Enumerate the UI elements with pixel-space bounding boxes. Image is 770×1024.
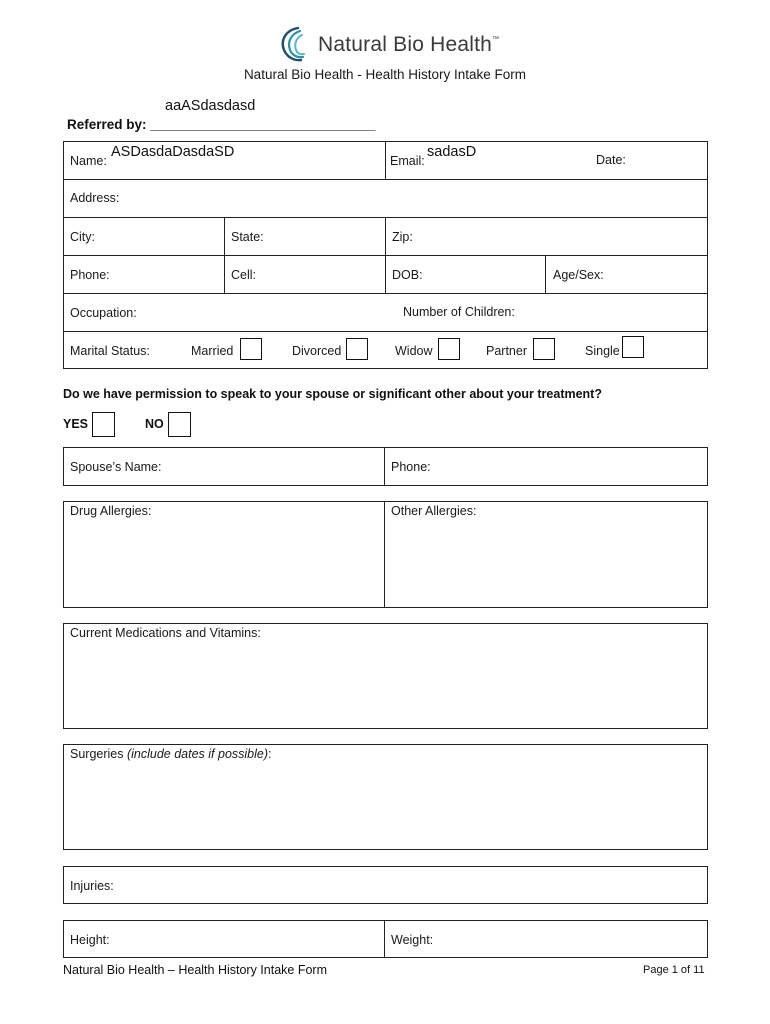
spouse-phone-label: Phone: xyxy=(391,460,431,474)
age-sex-label: Age/Sex: xyxy=(553,268,604,282)
referred-by-label: Referred by: ______________________________ xyxy=(67,117,376,132)
form-title xyxy=(0,67,770,82)
patient-table-divider xyxy=(63,331,708,332)
measurements-table-col-divider xyxy=(384,920,385,958)
logo-tm: ™ xyxy=(492,36,500,43)
patient-table-col-divider xyxy=(545,255,546,293)
injuries-label: Injuries: xyxy=(70,879,114,893)
weight-label: Weight: xyxy=(391,933,434,947)
dob-label: DOB: xyxy=(392,268,423,282)
marital-option-single: Single xyxy=(585,344,620,358)
occupation-label: Occupation: xyxy=(70,306,137,320)
patient-table-col-divider xyxy=(385,141,386,179)
email-field[interactable]: sadasD xyxy=(427,144,477,160)
permission-no-checkbox[interactable] xyxy=(168,412,191,437)
drug-allergies-label: Drug Allergies: xyxy=(70,504,152,518)
footer-page-number: Page 1 of 11 xyxy=(643,964,705,976)
phone-label: Phone: xyxy=(70,268,110,282)
marital-widow-checkbox[interactable] xyxy=(438,338,460,360)
surgeries-suffix: : xyxy=(268,747,272,761)
patient-table-col-divider xyxy=(224,217,225,293)
spouse-table-col-divider xyxy=(384,447,385,486)
state-label: State: xyxy=(231,230,264,244)
marital-option-married: Married xyxy=(191,344,234,358)
measurements-table xyxy=(63,920,708,958)
medications-label: Current Medications and Vitamins: xyxy=(70,626,261,640)
patient-table-divider xyxy=(63,179,708,180)
marital-single-checkbox[interactable] xyxy=(622,336,644,358)
children-label: Number of Children: xyxy=(403,305,515,319)
patient-table-col-divider xyxy=(385,217,386,293)
permission-no-label: NO xyxy=(145,417,164,431)
marital-married-checkbox[interactable] xyxy=(240,338,262,360)
name-field[interactable]: ASDasdaDasdaSD xyxy=(111,144,235,160)
allergies-table xyxy=(63,501,708,608)
cell-label: Cell: xyxy=(231,268,257,282)
marital-option-widow: Widow xyxy=(395,344,433,358)
surgeries-hint: (include dates if possible) xyxy=(126,747,269,761)
name-label: Name: xyxy=(70,154,107,168)
surgeries-label xyxy=(70,747,272,761)
spouse-name-label: Spouse’s Name: xyxy=(70,460,162,474)
city-label: City: xyxy=(70,230,95,244)
height-label: Height: xyxy=(70,933,110,947)
form-title-text: Natural Bio Health - Health History Intake Form xyxy=(243,67,527,82)
patient-table-divider xyxy=(63,293,708,294)
surgeries-label-text: Surgeries xyxy=(70,747,127,761)
email-label: Email: xyxy=(390,154,425,168)
referred-by-value[interactable]: aaASdasdasd xyxy=(165,98,256,114)
logo-swirl-icon xyxy=(276,26,316,64)
footer-title: Natural Bio Health – Health History Intake Form xyxy=(63,963,327,977)
address-label: Address: xyxy=(70,191,120,205)
marital-status-label: Marital Status: xyxy=(70,344,150,358)
logo-wordmark xyxy=(318,33,499,57)
permission-yes-label: YES xyxy=(63,417,89,431)
marital-divorced-checkbox[interactable] xyxy=(346,338,368,360)
marital-option-divorced: Divorced xyxy=(292,344,342,358)
permission-yes-checkbox[interactable] xyxy=(92,412,115,437)
other-allergies-label: Other Allergies: xyxy=(391,504,477,518)
date-label: Date: xyxy=(596,153,626,167)
logo-wordmark-text: Natural Bio Health xyxy=(318,33,493,56)
permission-question: Do we have permission to speak to your spouse or significant other about your treatment? xyxy=(63,387,602,401)
zip-label: Zip: xyxy=(392,230,413,244)
marital-option-partner: Partner xyxy=(486,344,527,358)
injuries-box[interactable] xyxy=(63,866,708,904)
marital-partner-checkbox[interactable] xyxy=(533,338,555,360)
allergies-table-col-divider xyxy=(384,501,385,608)
